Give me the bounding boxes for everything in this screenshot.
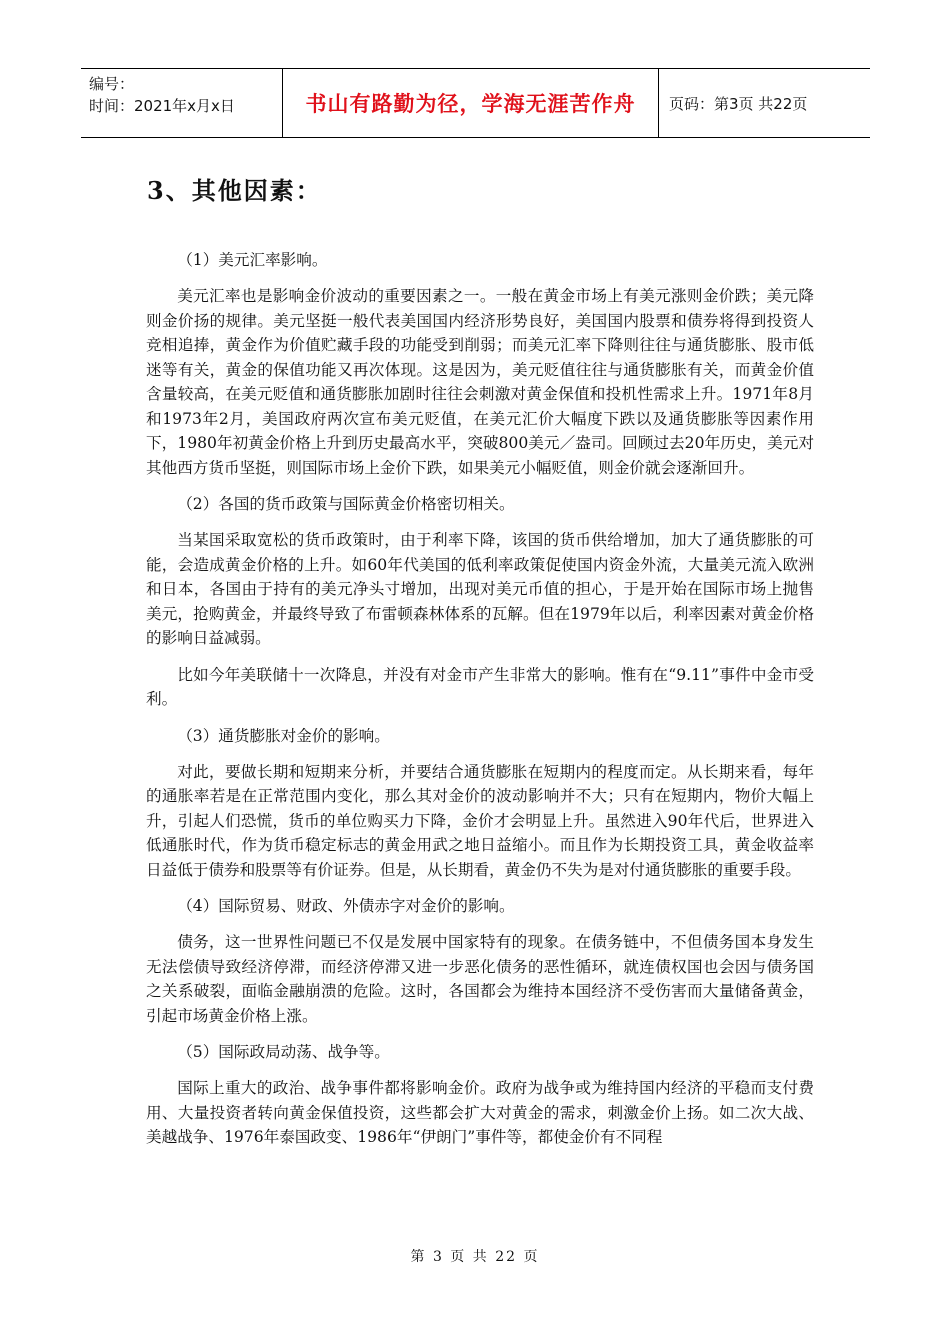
page-footer: 第 3 页 共 22 页 [410, 1249, 540, 1265]
paragraph: 对此，要做长期和短期来分析，并要结合通货膨胀在短期内的程度而定。从长期来看，每年的通胀率若是在正常范围内变化，那么其对金价的波动影响并不大；只有在短期内，物价大幅上升，引起人们恐慌，货币的单位购买力下降，金价才会明显上升。虽然进入90年代后，世界进入低通胀时代，作为货币稳定标志的黄金用武之地日益缩小。而且作为长期投资工具，黄金收益率日益低于债券和股票等有价证券。但是，从长期看，黄金仍不失为是对付通货膨胀的重要手段。 [146, 762, 814, 879]
paragraph: 美元汇率也是影响金价波动的重要因素之一。一般在黄金市场上有美元涨则金价跌；美元降则金价扬的规律。美元坚挺一般代表美国国内经济形势良好，美国国内股票和债券将得到投资人竞相追捧，黄金作为价值贮藏手段的功能受到削弱；而美元汇率下降则往往与通货膨胀、股市低迷等有关，黄金的保值功能又再次体现。这是因为，美元贬值往往与通货膨胀有关，而黄金价值含量较高，在美元贬值和通货膨胀加剧时往往会刺激对黄金保值和投机性需求上升。1971年8月和1973年2月，美国政府两次宣布美元贬值，在美元汇价大幅度下跌以及通货膨胀等因素作用下，1980年初黄金价格上升到历史最高水平，突破800美元／盎司。回顾过去20年历史，美元对其他西方货币坚挺，则国际市场上金价下跌，如果美元小幅贬值，则金价就会逐渐回升。 [146, 287, 814, 477]
subheading: （5）国际政局动荡、战争等。 [177, 1043, 390, 1061]
paragraph: 比如今年美联储十一次降息，并没有对金市产生非常大的影响。惟有在“9.11”事件中金市受利。 [146, 665, 814, 708]
subheading: （2）各国的货币政策与国际黄金价格密切相关。 [177, 495, 515, 513]
page-header [81, 68, 870, 138]
section-title: 3、其他因素： [147, 176, 322, 205]
document-number-label: 编号： [89, 75, 135, 93]
subheading: （3）通货膨胀对金价的影响。 [177, 726, 390, 745]
paragraph: 债务，这一世界性问题已不仅是发展中国家特有的现象。在债务链中，不但债务国本身发生无法偿债导致经济停滞，而经济停滞又进一步恶化债务的恶性循环，就连债权国也会因与债务国之关系破裂，面临金融崩溃的危险。这时，各国都会为维持本国经济不受伤害而大量储备黄金，引起市场黄金价格上涨。 [146, 933, 814, 1025]
header-page-number: 页码：第3页 共22页 [669, 94, 808, 113]
header-meta [81, 69, 282, 137]
document-time-label: 时间：2021年x月x日 [89, 97, 235, 115]
header-motto: 书山有路勤为径，学海无涯苦作舟 [282, 69, 659, 137]
document-body [146, 248, 814, 1162]
paragraph: 国际上重大的政治、战争事件都将影响金价。政府为战争或为维持国内经济的平稳而支付费用、大量投资者转向黄金保值投资，这些都会扩大对黄金的需求，刺激金价上扬。如二次大战、美越战争、1976年泰国政变、1986年“伊朗门”事件等，都使金价有不同程 [146, 1079, 814, 1146]
subheading: （4）国际贸易、财政、外债赤字对金价的影响。 [177, 897, 515, 915]
paragraph: 当某国采取宽松的货币政策时，由于利率下降，该国的货币供给增加，加大了通货膨胀的可能，会造成黄金价格的上升。如60年代美国的低利率政策促使国内资金外流，大量美元流入欧洲和日本，各国由于持有的美元净头寸增加，出现对美元币值的担心，于是开始在国际市场上抛售美元，抢购黄金，并最终导致了布雷顿森林体系的瓦解。但在1979年以后，利率因素对黄金价格的影响日益减弱。 [146, 531, 814, 647]
subheading: （1）美元汇率影响。 [177, 251, 328, 269]
